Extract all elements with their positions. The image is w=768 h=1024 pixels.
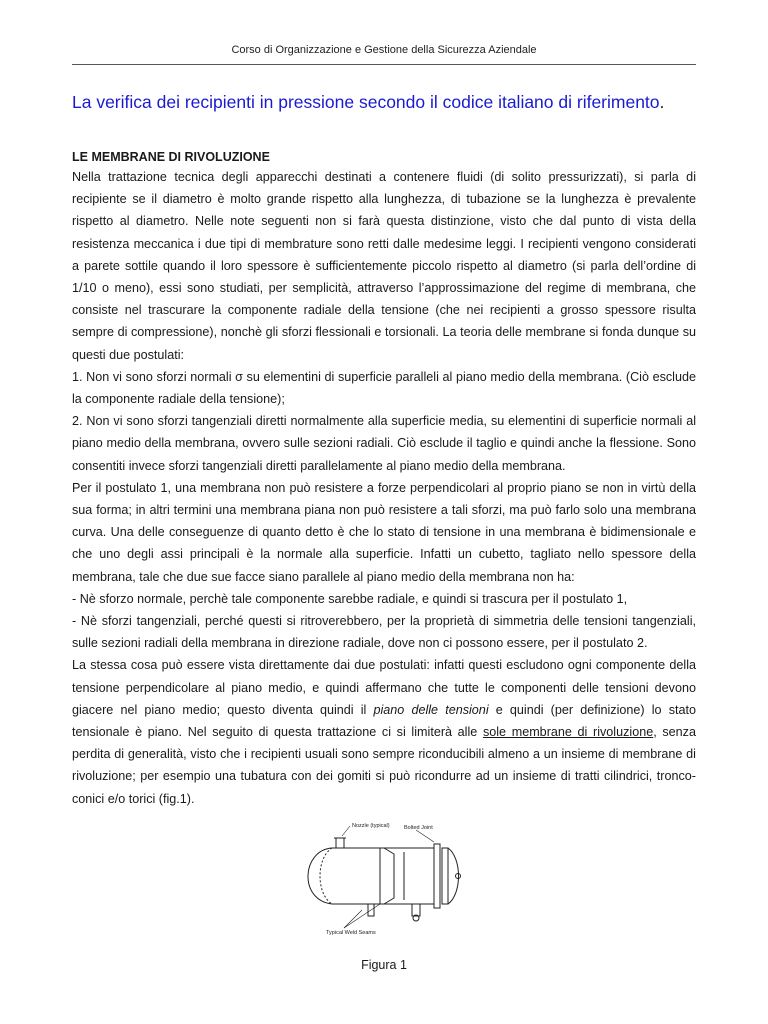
- paragraph-part-a: La stessa cosa può essere vista direttamente dai due postulati: infatti questi escludono ogni componente della tensione perpendicolare al piano medio, e quindi affermano che tutte le componenti delle tensioni devono giacere nel piano medio; questo diventa quindi il: [72, 658, 696, 717]
- label-bolted-joint: Bolted Joint: [404, 825, 433, 831]
- bolted-joint: [434, 844, 440, 908]
- paragraph-consequence: Per il postulato 1, una membrana non può resistere a forze perpendicolari al proprio piano se non in virtù della sua forma; in altri termini una membrana piana non può resistere a tali sforzi, ma può farlo solo una membrana curva. Una delle conseguenze di quanto detto è che lo stato di tensione in una membrana è bidimensionale e che uno degli assi principali è la normale alla superficie. Infatti un cubetto, tagliato nello spessore della membrana, tale che due sue facce siano parallele al piano medio della membrana non ha:: [72, 480, 696, 584]
- paragraph-intro: Nella trattazione tecnica degli apparecchi destinati a contenere fluidi (di solito pressurizzati), si parla di recipiente se il diametro è molto grande rispetto alla lunghezza, di tubazione se la lunghezza è prevalente rispetto al diametro. Nelle note seguenti non si farà questa distinzione, visto che dal punto di vista della resistenza meccanica i due tipi di membrature sono retti dalle medesime leggi. I recipienti vengono considerati a parete sottile quando il loro spessore è sufficientemente piccolo rispetto al diametro (si parla dell’ordine di 1/10 o meno), essi sono studiati, per semplicità, attraverso l’approssimazione del regime di membrana, che consiste nel trascurare la componente radiale della tensione (che nei recipienti a grosso spessore risulta sempre di compressione), nonchè gli sforzi flessionali e torsionali. La teoria delle membrane si fonda dunque su questi due postulati:: [72, 170, 696, 362]
- bullet-normal-stress: - Nè sforzo normale, perchè tale componente sarebbe radiale, e quindi si trascura per il postulato 1,: [72, 591, 628, 606]
- title-text: La verifica dei recipienti in pressione secondo il codice italiano di riferimento: [72, 92, 660, 112]
- vessel-head-left: [308, 848, 332, 904]
- paragraph-revolution: [72, 654, 696, 809]
- title-period: .: [659, 92, 665, 112]
- nozzle-top: [336, 838, 344, 848]
- header-divider: [72, 64, 696, 65]
- running-header: Corso di Organizzazione e Gestione della Sicurezza Aziendale: [231, 44, 537, 56]
- section-heading: LE MEMBRANE DI RIVOLUZIONE: [72, 150, 270, 164]
- body-text: [72, 166, 696, 810]
- label-nozzle: Nozzle (typical): [352, 823, 390, 829]
- bullet-shear-stress: - Nè sforzi tangenziali, perché questi si ritroverebbero, per la proprietà di simmetria delle tensioni tangenziali, sulle sezioni radiali della membrana in direzione radiale, dove non ci possono essere, per il postulato 2.: [72, 614, 696, 651]
- document-title: [72, 92, 712, 113]
- paragraph-part-b: e quindi (per definizione) lo stato tensionale è piano. Nel seguito di questa trattazione ci si limiterà alle: [72, 702, 696, 740]
- pressure-vessel-figure: [284, 818, 484, 938]
- postulate-1: 1. Non vi sono sforzi normali σ su elementini di superficie paralleli al piano medio della membrana. (Ciò esclude la componente radiale della tensione);: [72, 369, 696, 407]
- figure-caption: Figura 1: [361, 958, 407, 972]
- label-weld-seams: Typical Weld Seams: [326, 930, 376, 936]
- italic-phrase: piano delle tensioni: [373, 702, 489, 717]
- postulate-2: 2. Non vi sono sforzi tangenziali diretti normalmente alla superficie media, su elementini di superficie normali al piano medio della membrana, ovvero sulle sezioni radiali. Ciò esclude il taglio e quindi anche la flessione. Sono consentiti invece sforzi tangenziali diretti parallelamente al piano medio della membrana.: [72, 414, 696, 473]
- underlined-phrase: sole membrane di rivoluzione: [482, 725, 654, 740]
- paragraph-part-c: , senza perdita di generalità, visto che i recipienti usuali sono sempre riconducibili almeno a un insieme di membrane di rivoluzione; per esempio una tubatura con dei gomiti si può ricondurre ad un insieme di tratti cilindrici, tronco-conici e/o torici (fig.1).: [72, 725, 696, 806]
